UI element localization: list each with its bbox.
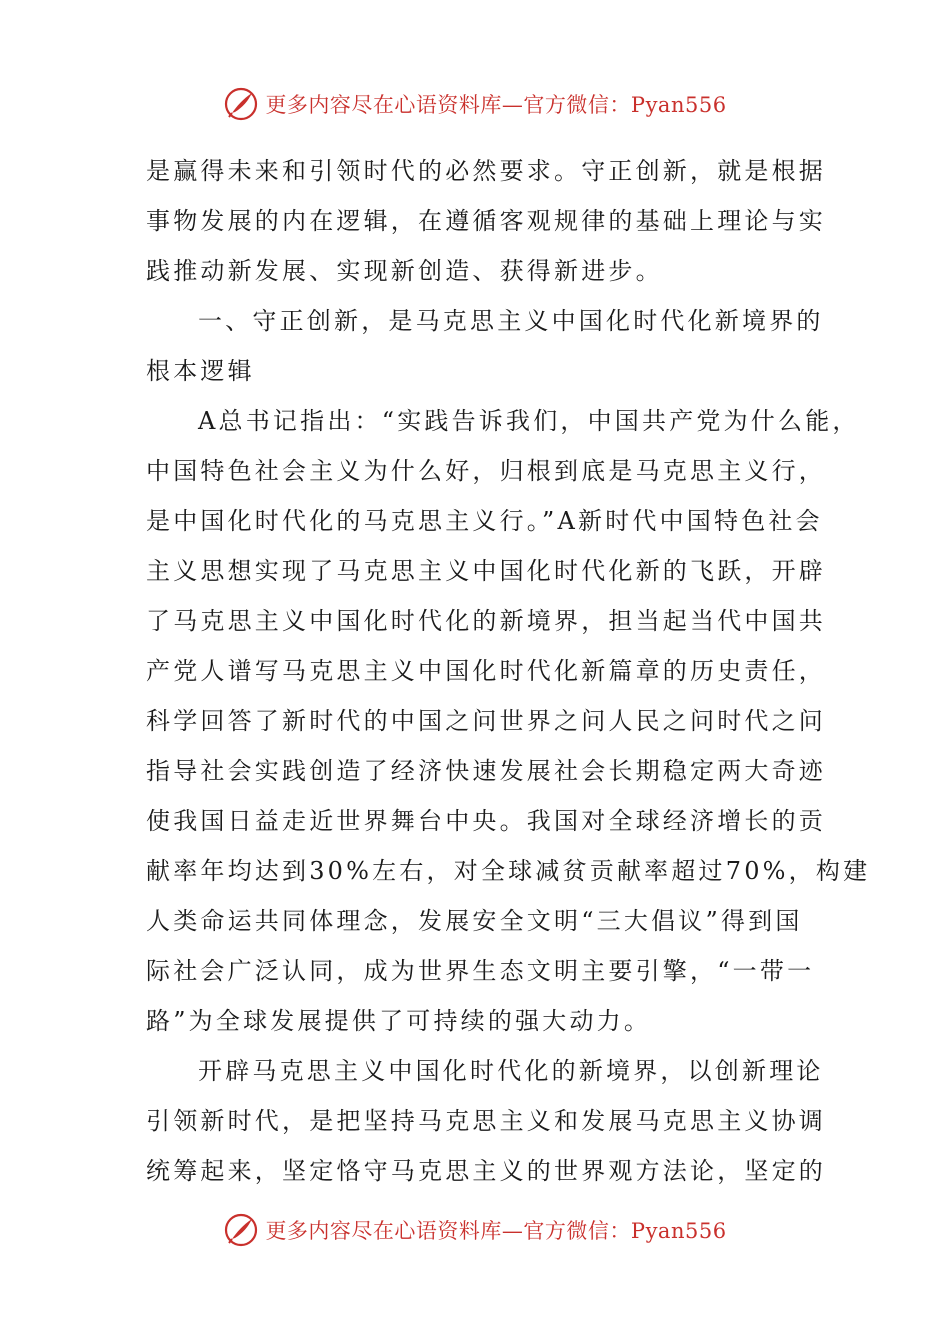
text-line: 一、守正创新，是马克思主义中国化时代化新境界的	[198, 307, 824, 335]
text-line: 产党人谱写马克思主义中国化时代化新篇章的历史责任，	[146, 657, 826, 685]
text-line: 践推动新发展、实现新创造、获得新进步。	[146, 257, 663, 285]
text-line: A总书记指出：“实践告诉我们，中国共产党为什么能，	[198, 407, 860, 435]
text-line: 使我国日益走近世界舞台中央。我国对全球经济增长的贡	[146, 807, 826, 835]
text-line: 指导社会实践创造了经济快速发展社会长期稳定两大奇迹	[146, 757, 826, 785]
text-line: 人类命运共同体理念，发展安全文明“三大倡议”得到国	[146, 907, 803, 935]
text-line: 事物发展的内在逻辑，在遵循客观规律的基础上理论与实	[146, 207, 826, 235]
document-body	[146, 146, 871, 1196]
text-line: 献率年均达到30%左右，对全球减贫贡献率超过70%，构建	[146, 857, 871, 885]
header-watermark	[0, 82, 950, 126]
text-line: 开辟马克思主义中国化时代化的新境界，以创新理论	[198, 1057, 824, 1085]
text-line: 根本逻辑	[146, 357, 255, 385]
text-line: 科学回答了新时代的中国之问世界之问人民之问时代之问	[146, 707, 826, 735]
text-line: 主义思想实现了马克思主义中国化时代化新的飞跃，开辟	[146, 557, 826, 585]
quill-pen-icon	[223, 86, 259, 122]
text-line: 中国特色社会主义为什么好，归根到底是马克思主义行，	[146, 457, 826, 485]
watermark-text: 更多内容尽在心语资料库—官方微信：Pyan556	[265, 93, 727, 117]
footer-watermark	[0, 1208, 950, 1252]
text-line: 统筹起来，坚定恪守马克思主义的世界观方法论，坚定的	[146, 1157, 826, 1185]
text-line: 是赢得未来和引领时代的必然要求。守正创新，就是根据	[146, 157, 826, 185]
text-line: 是中国化时代化的马克思主义行。”A新时代中国特色社会	[146, 507, 823, 535]
text-line: 了马克思主义中国化时代化的新境界，担当起当代中国共	[146, 607, 826, 635]
text-line: 路”为全球发展提供了可持续的强大动力。	[146, 1007, 652, 1035]
text-line: 引领新时代，是把坚持马克思主义和发展马克思主义协调	[146, 1107, 826, 1135]
text-line: 际社会广泛认同，成为世界生态文明主要引擎，“一带一	[146, 957, 815, 985]
watermark-text: 更多内容尽在心语资料库—官方微信：Pyan556	[265, 1219, 727, 1243]
quill-pen-icon	[223, 1212, 259, 1248]
